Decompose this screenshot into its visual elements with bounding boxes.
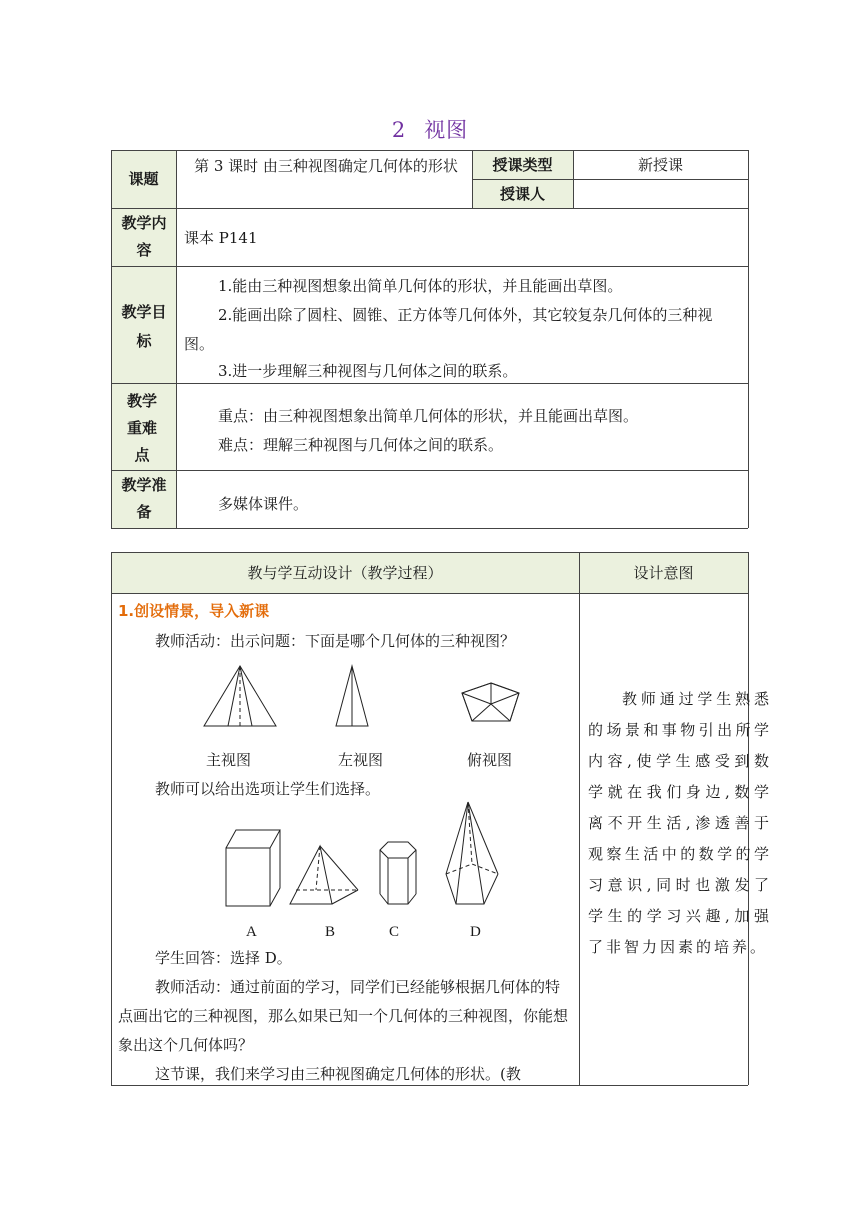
solid-b xyxy=(290,846,358,904)
front-view-shape xyxy=(204,666,276,726)
solid-d xyxy=(446,802,498,904)
solid-a xyxy=(226,830,280,906)
design-intent xyxy=(588,684,772,963)
goal-3: 3.进一步理解三种视图与几何体之间的联系。 xyxy=(218,362,518,380)
design-intent-text: 教师通过学生熟悉的场景和事物引出所学内容,使学生感受到数学就在我们身边,数学离不开生活,渗透善于观察生活中的数学的学习意识,同时也激发了学生的学习兴趣,加强了非智力因素的培养。 xyxy=(588,690,772,956)
topic-label: 课题 xyxy=(128,170,159,188)
teacher-label: 授课人 xyxy=(499,185,545,203)
keypoint: 重点：由三种视图想象出简单几何体的形状，并且能画出草图。 xyxy=(218,407,639,425)
goal-2: 2.能画出除了圆柱、圆锥、正方体等几何体外，其它较复杂几何体的三种视图。 xyxy=(184,306,713,353)
para-options: 教师可以给出选项让学生们选择。 xyxy=(155,780,381,798)
options-figure xyxy=(220,800,510,912)
col2-header: 设计意图 xyxy=(633,564,694,582)
view-label-left: 左视图 xyxy=(338,751,384,769)
left-view-shape xyxy=(336,666,368,726)
para-activity: 教师活动：通过前面的学习，同学们已经能够根据几何体的特点画出它的三种视图，那么如果已知一个几何体的三种视图，你能想象出这个几何体吗？ xyxy=(118,978,569,1054)
para-lesson: 这节课，我们来学习由三种视图确定几何体的形状。(教 xyxy=(155,1065,521,1083)
prep-label: 教学准备 xyxy=(121,476,167,521)
view-label-top: 俯视图 xyxy=(467,751,513,769)
prep-value: 多媒体课件。 xyxy=(218,495,309,513)
top-view-shape xyxy=(462,683,519,721)
three-views-figure xyxy=(200,662,540,732)
keypoints-label: 教学重难点 xyxy=(126,392,157,464)
para-answer: 学生回答：选择 D。 xyxy=(155,949,292,967)
view-label-front: 主视图 xyxy=(206,751,252,769)
solid-c xyxy=(380,842,416,904)
title-text: 视图 xyxy=(424,118,469,142)
option-label-d: D xyxy=(470,924,481,940)
page-title xyxy=(0,114,860,144)
goals-label: 教学目标 xyxy=(121,303,167,350)
title-number: 2 xyxy=(391,118,407,142)
topic-value: 第 3 课时 由三种视图确定几何体的形状 xyxy=(194,157,458,175)
option-label-b: B xyxy=(325,924,336,940)
content-label: 教学内容 xyxy=(121,214,167,259)
type-label: 授课类型 xyxy=(492,156,553,174)
content-value: 课本 P141 xyxy=(184,229,258,247)
type-value: 新授课 xyxy=(637,156,683,174)
option-label-a: A xyxy=(246,924,257,940)
goal-1: 1.能由三种视图想象出简单几何体的形状，并且能画出草图。 xyxy=(218,277,623,295)
difficulty: 难点：理解三种视图与几何体之间的联系。 xyxy=(218,436,504,454)
para-question: 教师活动：出示问题：下面是哪个几何体的三种视图？ xyxy=(155,632,516,650)
col1-header: 教与学互动设计（教学过程） xyxy=(247,564,443,582)
section-title: 1.创设情景，导入新课 xyxy=(118,602,270,620)
option-label-c: C xyxy=(389,924,400,940)
